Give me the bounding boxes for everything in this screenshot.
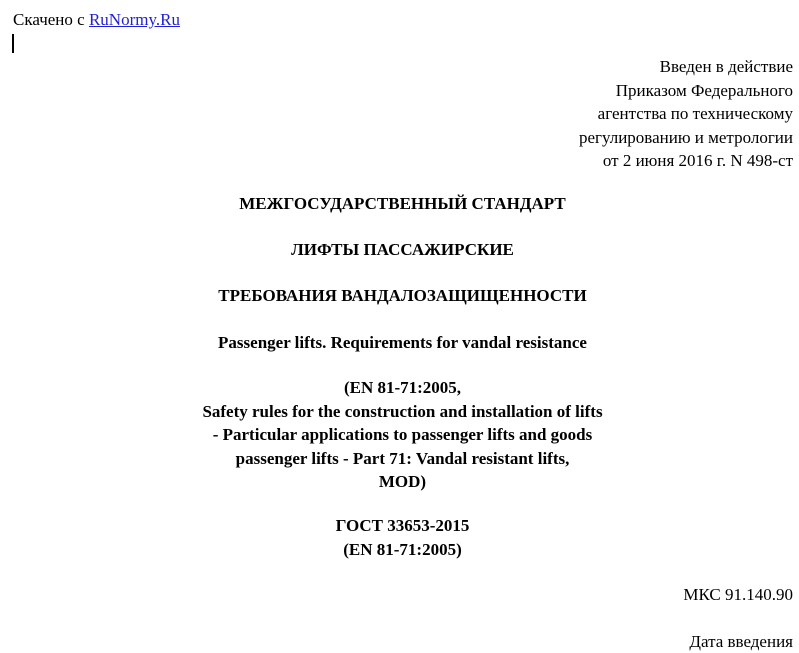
designation-line: ГОСТ 33653-2015 xyxy=(335,516,470,535)
intro-line: агентства по техническому xyxy=(597,104,793,123)
english-title: Passenger lifts. Requirements for vandal resistance xyxy=(218,333,587,352)
document-subtitle: ТРЕБОВАНИЯ ВАНДАЛОЗАЩИЩЕННОСТИ xyxy=(218,286,587,305)
en-reference-line: passenger lifts - Part 71: Vandal resistant lifts, xyxy=(235,448,570,468)
introduction-block xyxy=(579,55,793,173)
mks-code: МКС 91.140.90 xyxy=(683,585,793,604)
en-reference-line: Safety rules for the construction and installation of lifts xyxy=(202,401,603,421)
text-cursor xyxy=(12,34,14,53)
en-reference-block xyxy=(0,376,799,494)
en-reference-line: MOD) xyxy=(378,472,427,491)
designation-block xyxy=(0,514,799,561)
standard-type-heading: МЕЖГОСУДАРСТВЕННЫЙ СТАНДАРТ xyxy=(239,194,566,213)
intro-line: от 2 июня 2016 г. N 498-ст xyxy=(602,151,793,170)
intro-line: регулированию и метрологии xyxy=(578,127,793,147)
en-reference-line: - Particular applications to passenger lifts and goods xyxy=(212,425,593,444)
source-link[interactable]: RuNormy.Ru xyxy=(88,10,180,29)
intro-line: Введен в действие xyxy=(659,57,793,76)
source-prefix: Скачено с xyxy=(13,10,89,29)
intro-line: Приказом Федерального xyxy=(615,80,793,100)
intro-date-label: Дата введения xyxy=(689,632,793,651)
source-line xyxy=(13,9,180,31)
document-title: ЛИФТЫ ПАССАЖИРСКИЕ xyxy=(291,240,514,259)
en-reference-line: (EN 81-71:2005, xyxy=(343,378,462,397)
designation-line: (EN 81-71:2005) xyxy=(343,539,462,559)
